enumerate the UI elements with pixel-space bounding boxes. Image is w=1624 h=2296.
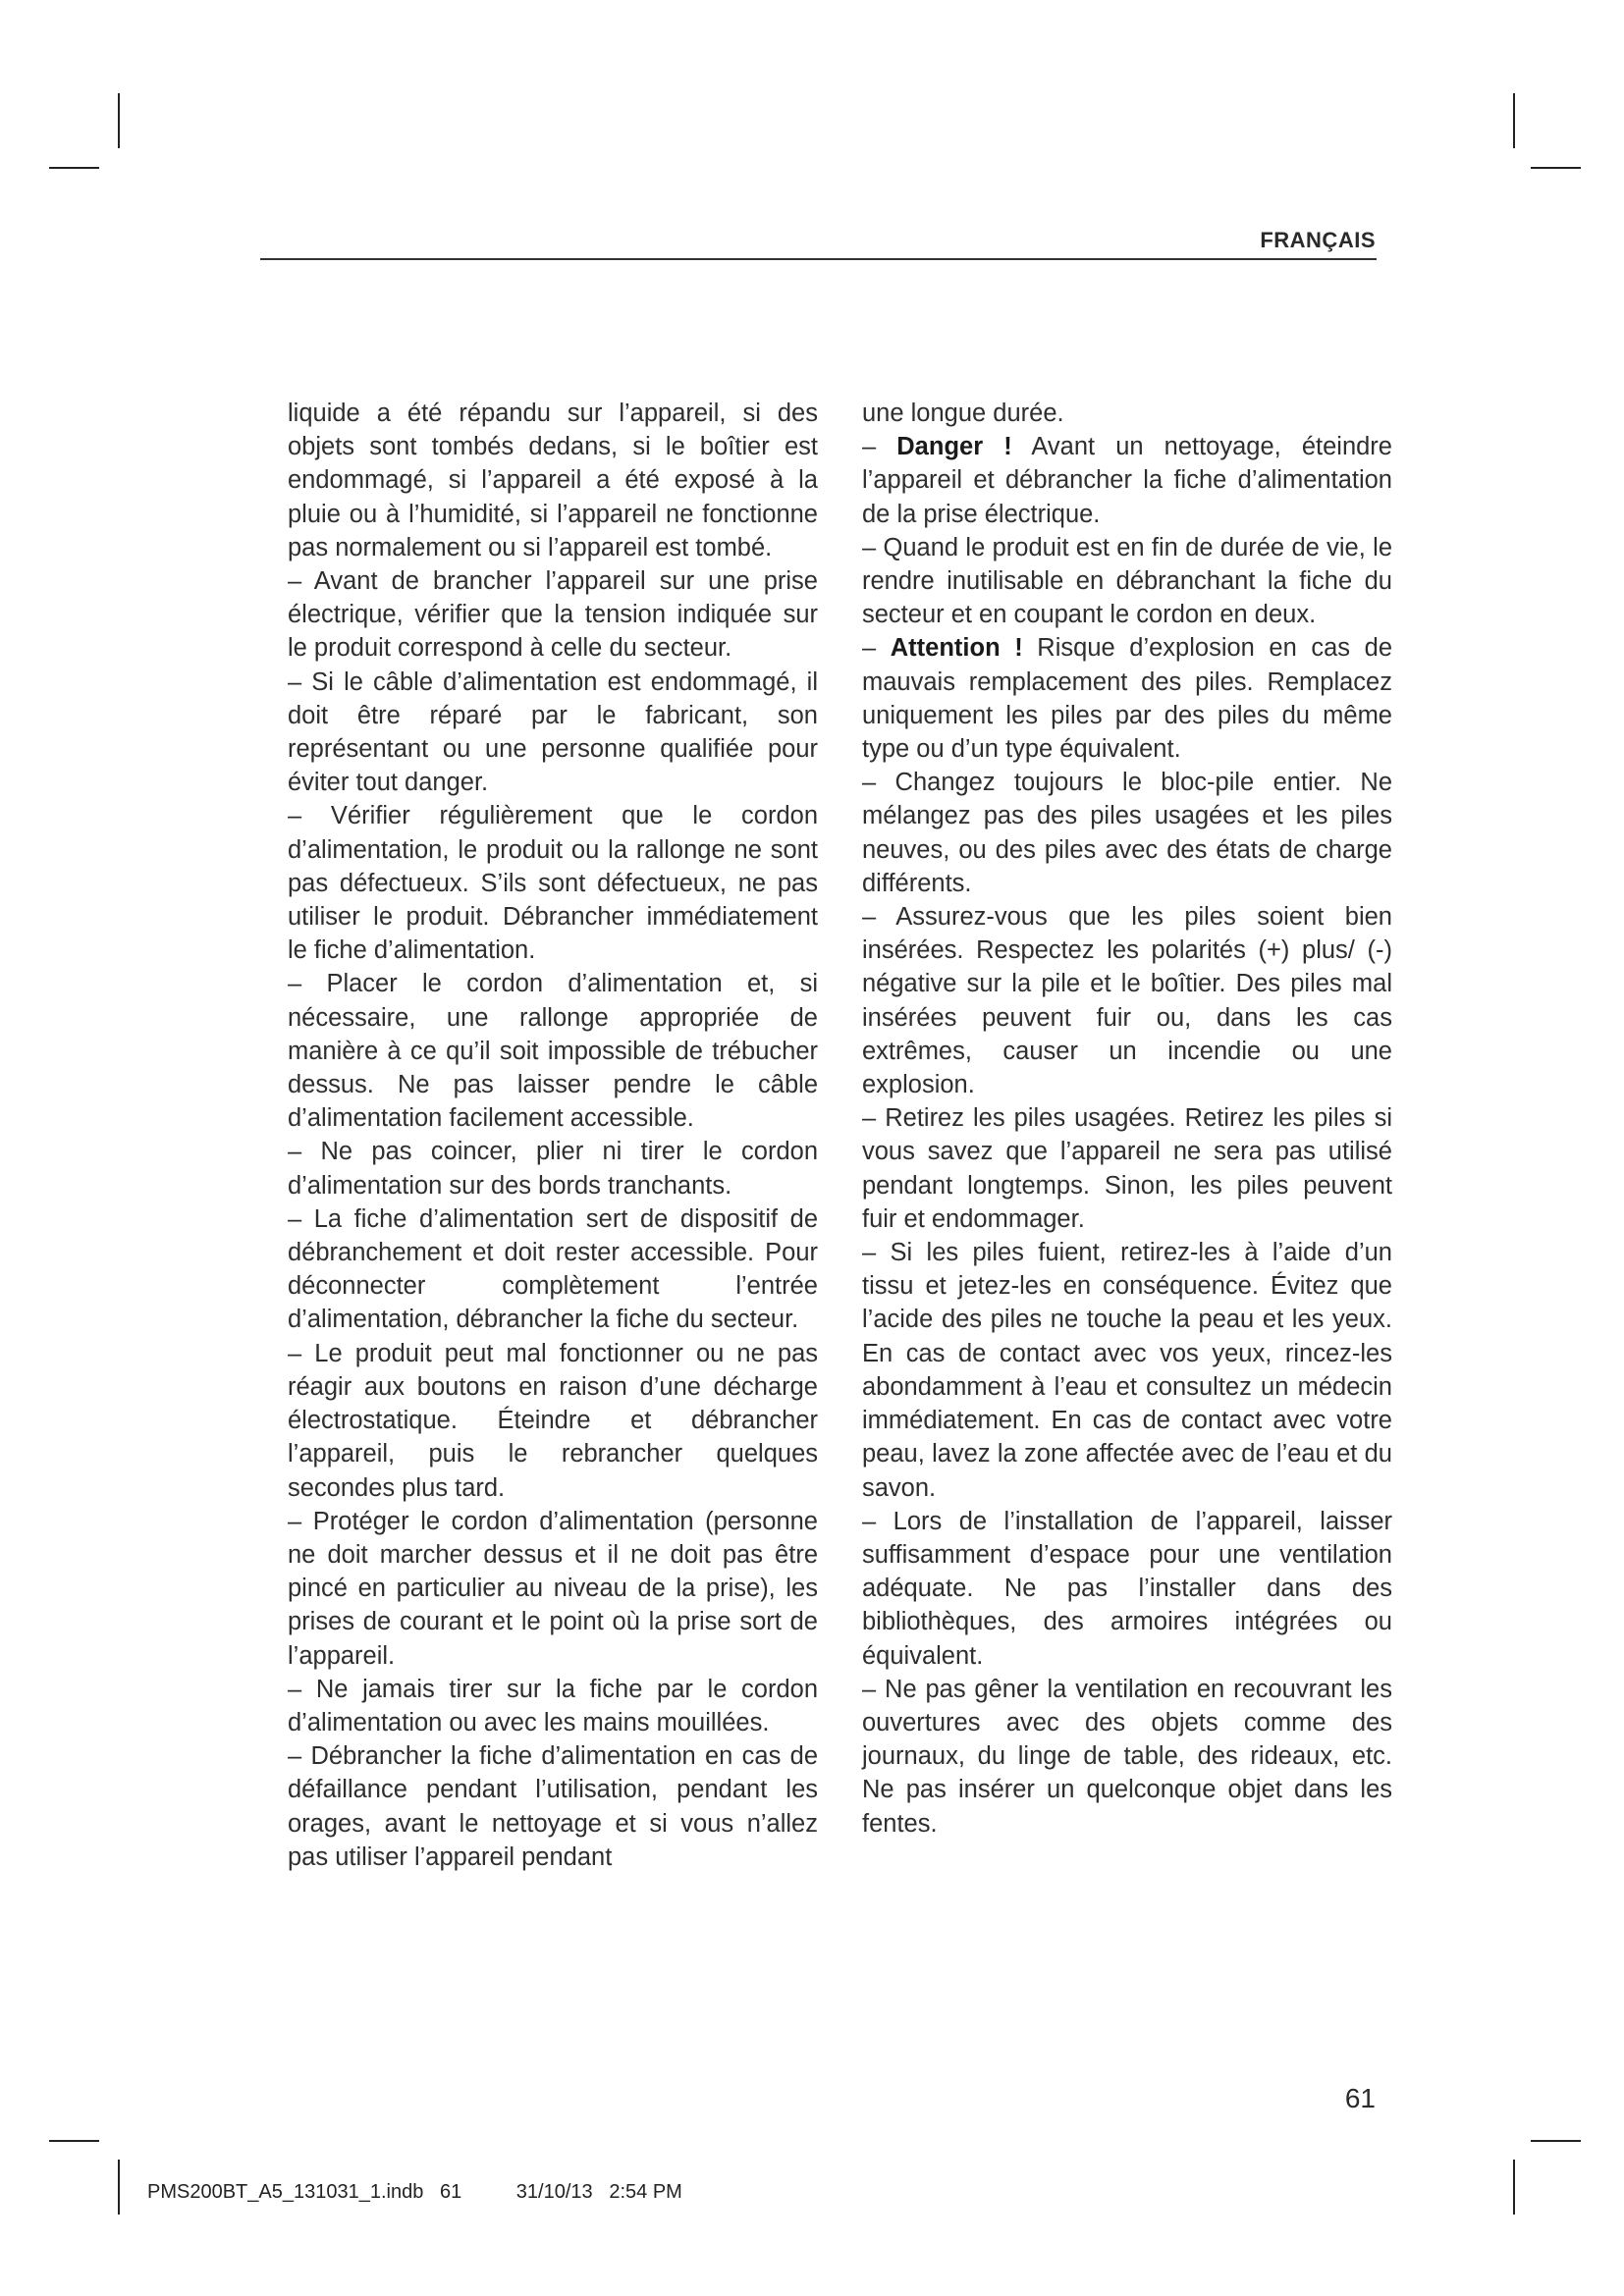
crop-mark-bottom-right-vertical (1513, 2160, 1515, 2215)
header-rule (260, 258, 1377, 260)
danger-paragraph (862, 430, 1392, 531)
paragraph: – Avant de brancher l’appareil sur une prise électrique, vérifier que la tension indiquée sur le produit correspond à celle du secteur. (288, 567, 818, 663)
paragraph: – Retirez les piles usagées. Retirez les piles si vous savez que l’appareil ne sera pas utilisé pendant longtemps. Sinon, les piles peuvent fuir et endommager. (862, 1104, 1392, 1233)
language-header: FRANÇAIS (1260, 228, 1376, 252)
paragraph: – Ne jamais tirer sur la fiche par le cordon d’alimentation ou avec les mains mouillées. (288, 1675, 818, 1736)
crop-mark-top-left-horizontal (49, 167, 99, 169)
dash: – (862, 634, 891, 663)
paragraph: – Quand le produit est en fin de durée de vie, le rendre inutilisable en débranchant la fiche du secteur et en coupant le cordon en deux. (862, 533, 1392, 629)
paragraph: une longue durée. (862, 400, 1064, 427)
danger-text: Avant un nettoyage, éteindre l’appareil et débrancher la fiche d’alimentation de la prise électrique. (862, 433, 1392, 528)
attention-paragraph (862, 631, 1392, 766)
footer-slug: PMS200BT_A5_131031_1.indb 61 31/10/13 2:54 PM (147, 2181, 682, 2203)
attention-text: Risque d’explosion en cas de mauvais remplacement des piles. Remplacez uniquement les piles par des piles du même type ou d’un type équivalent. (862, 634, 1392, 764)
paragraph: – Si le câble d’alimentation est endommagé, il doit être réparé par le fabricant, son représentant ou une personne qualifiée pour éviter tout danger. (288, 667, 818, 797)
dash: – (862, 433, 897, 461)
paragraph: – Si les piles fuient, retirez-les à l’aide d’un tissu et jetez-les en conséquence. Évitez que l’acide des piles ne touche la peau et les yeux. En cas de contact avec vos yeux, rincez-les abondamment à l’eau et consultez un médecin immédiatement. En cas de contact avec votre peau, lavez la zone affectée avec de l’eau et du savon. (862, 1239, 1392, 1502)
left-column (288, 397, 818, 1874)
danger-label: Danger ! (896, 433, 1012, 461)
crop-mark-bottom-left-vertical (118, 2160, 120, 2215)
paragraph: liquide a été répandu sur l’appareil, si des objets sont tombés dedans, si le boîtier est endommagé, si l’appareil a été exposé à la pluie ou à l’humidité, si l’appareil ne fonctionne pas normalement ou si l’appareil est tombé. (288, 400, 818, 561)
right-column (862, 397, 1392, 1841)
attention-label: Attention ! (890, 634, 1023, 663)
paragraph: – Vérifier régulièrement que le cordon d’alimentation, le produit ou la rallonge ne sont pas défectueux. S’ils sont défectueux, ne pas utiliser le produit. Débrancher immédiatement le fiche d’alimentation. (288, 802, 818, 965)
paragraph: – Protéger le cordon d’alimentation (personne ne doit marcher dessus et il ne doit pas être pincé en particulier au niveau de la prise), les prises de courant et le point où la prise sort de l’appareil. (288, 1507, 818, 1670)
paragraph: – Ne pas coincer, plier ni tirer le cordon d’alimentation sur des bords tranchants. (288, 1138, 818, 1200)
paragraph: – Ne pas gêner la ventilation en recouvrant les ouvertures avec des objets comme des journaux, du linge de table, des rideaux, etc. Ne pas insérer un quelconque objet dans les fentes. (862, 1675, 1392, 1838)
page-number: 61 (1344, 2083, 1376, 2113)
crop-mark-top-left-vertical (118, 93, 120, 148)
paragraph: – Changez toujours le bloc-pile entier. Ne mélangez pas des piles usagées et les piles neuves, ou des piles avec des états de charge différents. (862, 769, 1392, 897)
paragraph: – Assurez-vous que les piles soient bien insérées. Respectez les polarités (+) plus/ (-) négative sur la pile et le boîtier. Des piles mal insérées peuvent fuir ou, dans les cas extrêmes, causer un incendie ou une explosion. (862, 903, 1392, 1099)
paragraph: – Débrancher la fiche d’alimentation en cas de défaillance pendant l’utilisation, pendant les orages, avant le nettoyage et si vous n’allez pas utiliser l’appareil pendant (288, 1742, 818, 1871)
crop-mark-bottom-left-horizontal (49, 2140, 99, 2142)
crop-mark-top-right-horizontal (1531, 167, 1581, 169)
paragraph: – Le produit peut mal fonctionner ou ne pas réagir aux boutons en raison d’une décharge électrostatique. Éteindre et débrancher l’appareil, puis le rebrancher quelques secondes plus tard. (288, 1339, 818, 1502)
paragraph: – Placer le cordon d’alimentation et, si nécessaire, une rallonge appropriée de manière à ce qu’il soit impossible de trébucher dessus. Ne pas laisser pendre le câble d’alimentation facilement accessible. (288, 970, 818, 1133)
paragraph: – Lors de l’installation de l’appareil, laisser suffisamment d’espace pour une ventilation adéquate. Ne pas l’installer dans des bibliothèques, des armoires intégrées ou équivalent. (862, 1507, 1392, 1670)
paragraph: – La fiche d’alimentation sert de dispositif de débranchement et doit rester accessible. Pour déconnecter complètement l’entrée d’alimentation, débrancher la fiche du secteur. (288, 1204, 818, 1334)
crop-mark-top-right-vertical (1513, 93, 1515, 148)
crop-mark-bottom-right-horizontal (1531, 2140, 1581, 2142)
